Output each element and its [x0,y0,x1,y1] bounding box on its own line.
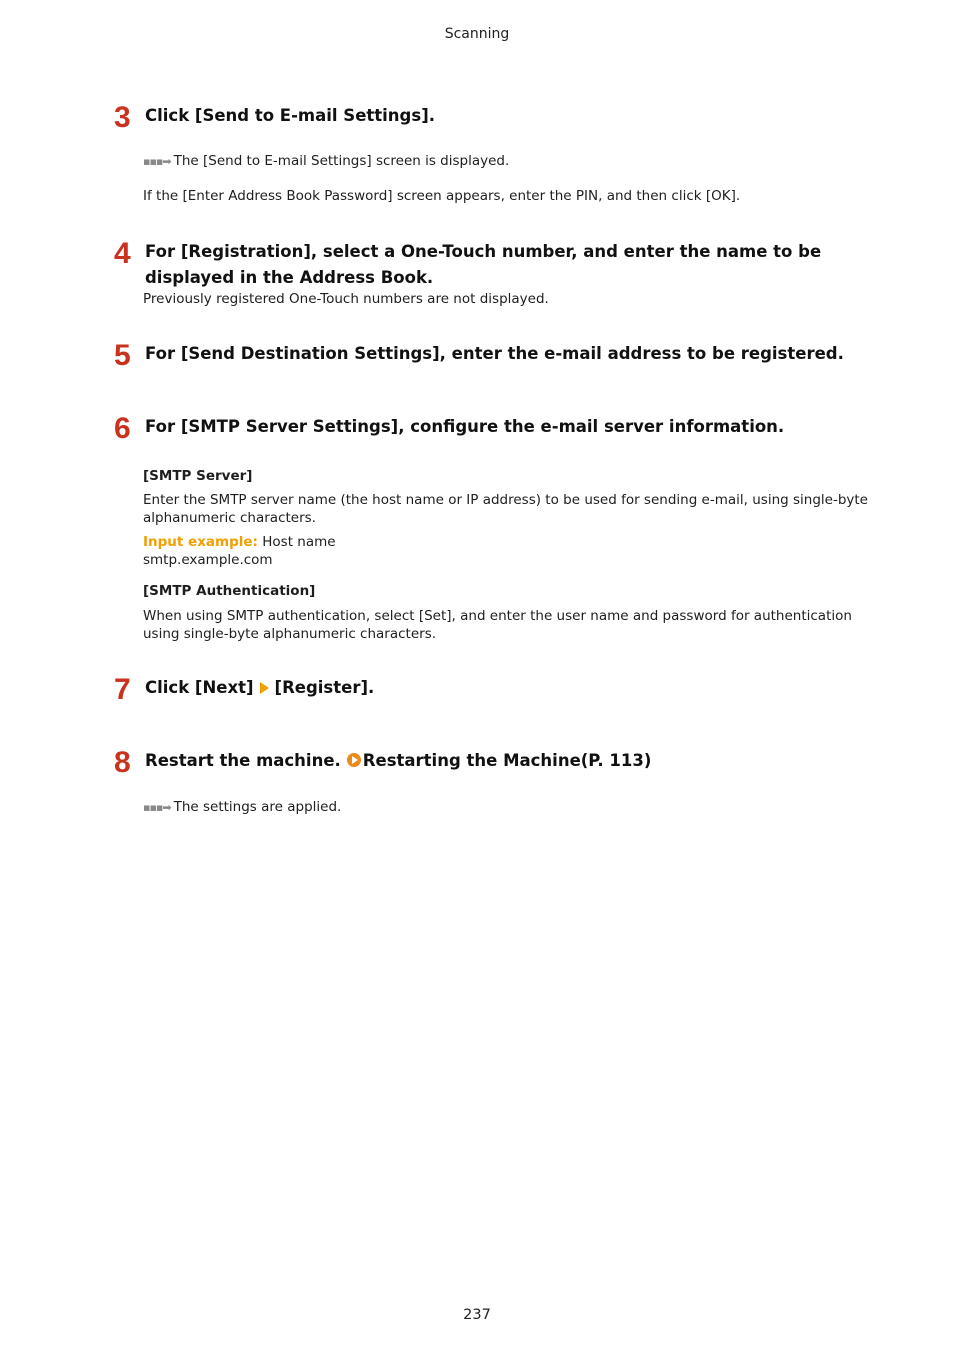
step-number: 5 [114,339,131,372]
smtp-server-desc: Enter the SMTP server name (the host name or IP address) to be used for sending e-mail, using single-byte alphanumeric characters. [143,492,868,526]
step-6 [114,412,894,445]
input-example-label: Input example: [143,534,258,550]
smtp-server-example-host: smtp.example.com [143,552,273,568]
input-example-value: Host name [262,534,336,550]
step-8-result [143,798,883,817]
step-title: Click [Send to E-mail Settings]. [145,106,435,125]
triangle-right-icon [260,682,269,694]
step-number: 8 [114,746,131,779]
step-number: 3 [114,101,131,134]
smtp-auth-heading: [SMTP Authentication] [143,583,316,599]
step-number: 6 [114,412,131,445]
result-text: The settings are applied. [173,799,342,815]
step-number: 7 [114,673,131,706]
step-3-note: If the [Enter Address Book Password] screen appears, enter the PIN, and then click [OK]. [143,188,741,204]
step-title [145,675,894,701]
smtp-server-heading: [SMTP Server] [143,468,253,484]
step-title-part2: [Register]. [274,678,375,697]
link-arrow-icon[interactable] [347,753,361,767]
restart-link[interactable]: Restarting the Machine(P. 113) [362,751,652,770]
right-arrow-icon: ▪▪▪➡ [143,155,171,168]
right-arrow-icon: ▪▪▪➡ [143,801,171,814]
step-3 [114,101,894,134]
result-text: The [Send to E-mail Settings] screen is displayed. [173,153,510,169]
smtp-server-example [143,533,883,551]
page-number: 237 [463,1307,491,1323]
step-4-note: Previously registered One-Touch numbers are not displayed. [143,291,549,307]
step-title: For [Registration], select a One-Touch number, and enter the name to be displayed in the Address Book. [145,242,822,287]
step-title: For [Send Destination Settings], enter the e-mail address to be registered. [145,344,844,363]
step-number: 4 [114,237,131,270]
step-5 [114,339,894,372]
step-4 [114,239,894,291]
step-3-result [143,152,883,171]
step-title: For [SMTP Server Settings], configure the e-mail server information. [145,417,785,436]
step-title-part1: Click [Next] [145,678,254,697]
smtp-auth-desc: When using SMTP authentication, select [Set], and enter the user name and password for authentication using single-byte alphanumeric characters. [143,608,852,642]
step-title-text: Restart the machine. [145,751,341,770]
step-8 [114,746,894,779]
page-header: Scanning [444,26,510,42]
step-title [145,748,894,774]
step-7 [114,673,894,706]
